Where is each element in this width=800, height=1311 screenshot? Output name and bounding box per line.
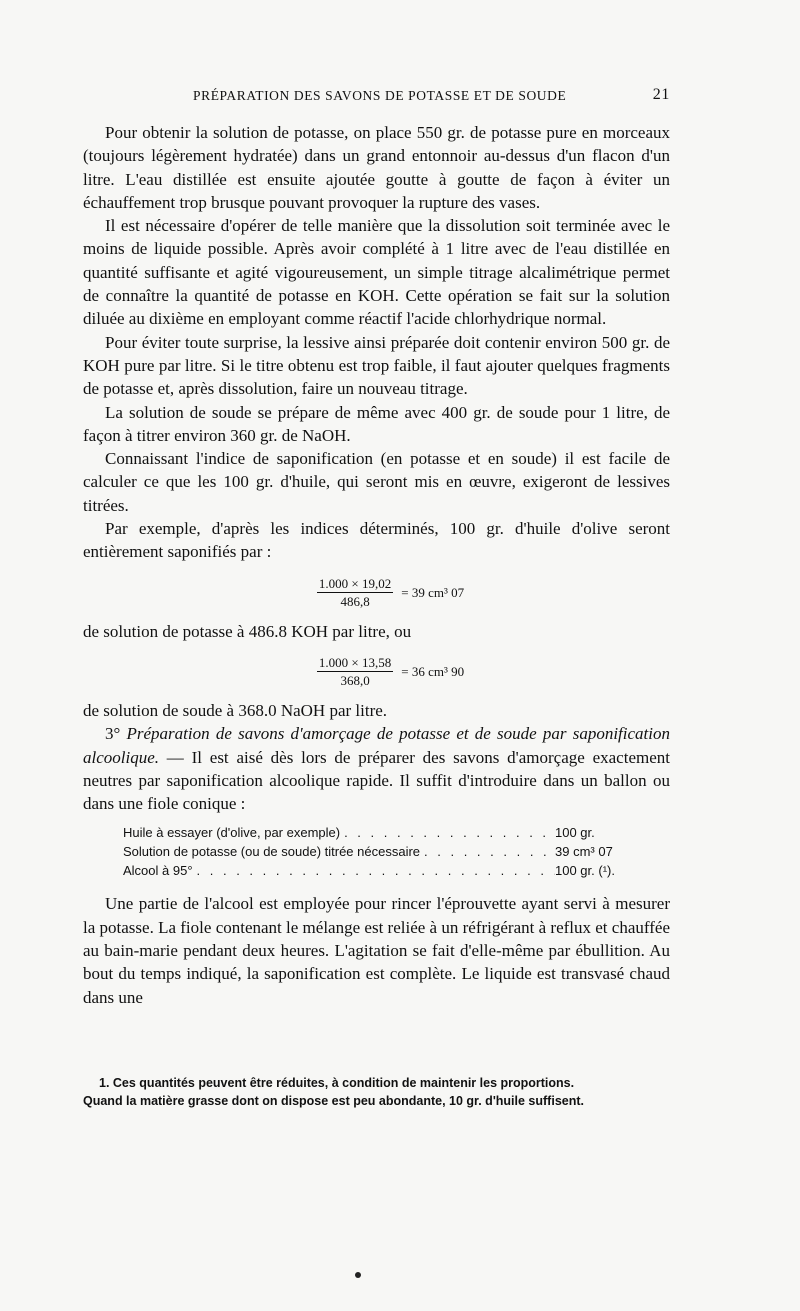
ingredient-quantity: 39 cm³ 07 <box>555 844 613 860</box>
fraction-denominator: 486,8 <box>340 594 370 610</box>
paragraph: Par exemple, d'après les indices déterminés, 100 gr. d'huile d'olive seront entièrement saponifiés par : <box>83 519 670 562</box>
section-title: Préparation de savons d'amorçage de potasse et de soude par saponification alcoolique. <box>83 724 670 767</box>
section-number: 3° <box>105 724 121 744</box>
paragraph: Connaissant l'indice de saponification (en potasse et en soude) il est facile de calculer ce que les 100 gr. d'huile, qui seront mis en œuvre, exigeront de lessives titrées. <box>83 449 670 515</box>
ingredient-row <box>123 842 643 861</box>
footnote-line: Quand la matière grasse dont on dispose est peu abondante, 10 gr. d'huile suffisent. <box>83 1094 584 1108</box>
fraction-numerator: 1.000 × 13,58 <box>318 655 392 671</box>
paragraph: Pour obtenir la solution de potasse, on place 550 gr. de potasse pure en morceaux (toujours légèrement hydratée) dans un grand entonnoir au-dessus d'un flacon d'un litre. L'eau distillée est ensuite ajoutée goutte à goutte de façon à éviter un échauffement trop brusque pouvant provoquer la rupture des vases. <box>83 123 670 212</box>
fraction <box>317 655 393 688</box>
section-text: — Il est aisé dès lors de préparer des savons d'amorçage exactement neutres par saponification alcoolique rapide. Il suffit d'introduire dans un ballon ou dans une fiole conique : <box>83 747 670 814</box>
leader-dots <box>420 842 555 861</box>
formula-soda <box>83 649 670 695</box>
ingredient-row <box>123 861 643 880</box>
body-text <box>83 121 670 1009</box>
fraction <box>317 576 393 609</box>
paragraph: de solution de potasse à 486.8 KOH par litre, ou <box>83 621 412 641</box>
ingredient-quantity: 100 gr. (¹). <box>555 863 615 879</box>
ingredient-name: Alcool à 95° <box>123 863 193 879</box>
ink-dot <box>355 1272 361 1278</box>
running-header <box>83 88 670 108</box>
paragraph: Il est nécessaire d'opérer de telle manière que la dissolution soit terminée avec le moins de liquide possible. Après avoir complété à 1 litre avec de l'eau distillée en quantité suffisante et agité vigoureusement, un simple titrage alcalimétrique permet de connaître la quantité de potasse en KOH. Cette opération se fait sur la solution diluée au dixième en employant comme réactif l'acide chlorhydrique normal. <box>83 216 670 329</box>
fraction-numerator: 1.000 × 19,02 <box>318 576 392 592</box>
running-title: PRÉPARATION DES SAVONS DE POTASSE ET DE SOUDE <box>193 88 567 103</box>
page-number: 21 <box>652 86 670 103</box>
ingredient-row <box>123 823 643 842</box>
fraction-denominator: 368,0 <box>340 673 370 689</box>
ingredient-list <box>123 823 643 880</box>
fraction-result: = 39 cm³ 07 <box>401 584 465 600</box>
paragraph: de solution de soude à 368.0 NaOH par litre. <box>83 700 388 720</box>
section-paragraph <box>83 722 670 815</box>
formula-potash <box>83 570 670 616</box>
paragraph: Pour éviter toute surprise, la lessive ainsi préparée doit contenir environ 500 gr. de KOH pure par litre. Si le titre obtenu est trop faible, il faut ajouter quelques fragments de potasse et, après dissolution, faire un nouveau titrage. <box>83 332 670 399</box>
ingredient-quantity: 100 gr. <box>555 825 595 841</box>
leader-dots <box>340 823 555 842</box>
paragraph: Une partie de l'alcool est employée pour rincer l'éprouvette ayant servi à mesurer la potasse. La fiole contenant le mélange est reliée à un réfrigérant à reflux et chauffée au bain-marie pendant deux heures. L'agitation se fait d'elle-même par ébullition. Au bout du temps indiqué, la saponification est complète. Le liquide est transvasé chaud dans une <box>83 894 670 1007</box>
footnote-line: 1. Ces quantités peuvent être réduites, à condition de maintenir les proportions. <box>99 1076 575 1090</box>
ingredient-name: Solution de potasse (ou de soude) titrée nécessaire <box>123 844 421 860</box>
paragraph: La solution de soude se prépare de même avec 400 gr. de soude pour 1 litre, de façon à titrer environ 360 gr. de NaOH. <box>83 402 670 445</box>
footnote <box>83 1074 670 1110</box>
leader-dots <box>193 861 555 880</box>
fraction-result: = 36 cm³ 90 <box>401 664 465 680</box>
ingredient-name: Huile à essayer (d'olive, par exemple) <box>123 825 341 841</box>
